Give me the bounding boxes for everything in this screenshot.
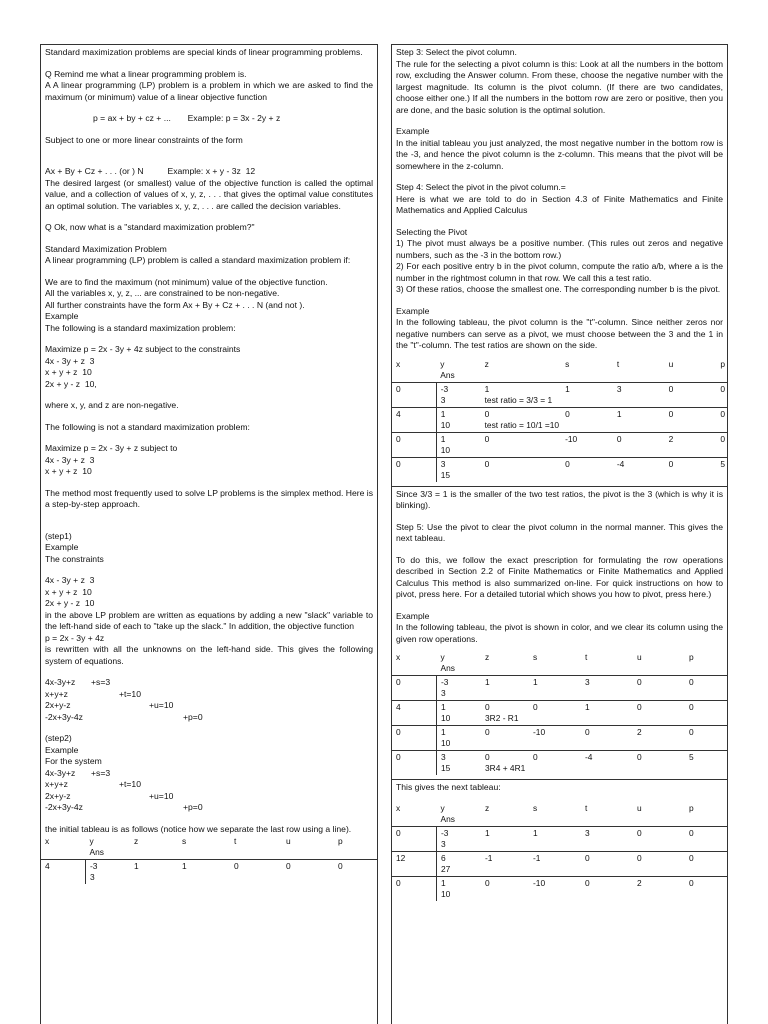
header-sub-label: Ans [440,813,455,824]
table-cell: 3 [613,382,665,407]
header-label: y [89,836,94,846]
eq-term [91,712,119,724]
table-cell: 2 [633,876,685,901]
header-cell: x [396,358,401,369]
equation-row [45,791,373,803]
step5-example-label: Example [396,610,430,621]
header-cell: p [338,836,343,846]
step1-label: (step1) [45,530,72,541]
header-cell: x [396,802,401,813]
table-cell: 0 [685,826,727,851]
table-cell: 4 [392,407,436,432]
table-cell [86,860,131,885]
table-cell: 0 [392,676,437,701]
table-cell: 2 [633,726,685,751]
table-cell: 1 [130,860,178,885]
table-cell: 1 [481,676,529,701]
table-cell: 0 [282,860,334,885]
document-page [40,44,728,1024]
example-label: Example [45,311,79,321]
header-cell: s [533,802,538,813]
table-cell [481,751,529,776]
selecting-pivot-block [396,227,723,296]
cell-answer: 3 [440,394,446,405]
eq-term [91,779,119,791]
eq-term: +p=0 [183,711,203,722]
optimal-text: The desired largest (or smallest) value of the objective function is called the optimal value, and a collection of values of x, y, z, . . . that gives the optimal value constitutes an optimal solution. The variables x, y, z, . . . are called the decision variables. [45,177,373,211]
table-cell: 0 [481,876,529,901]
eq-term: +u=10 [149,790,174,801]
condition-2: All the variables x, y, z, ... are constrained to be non-negative. [45,288,280,298]
equation-row [45,802,373,814]
row-operation-note: 3R2 - R1 [485,713,519,723]
table-cell: 1 [529,676,581,701]
pivot-rule-2: 2) For each positive entry b in the pivot column, compute the ratio a/b, where a is the number in the rightmost column in that row. We call this a test ratio. [396,261,723,283]
header-cell: u [637,652,642,662]
table-cell: 0 [685,726,727,751]
header-cell: s [565,358,570,369]
cell-answer: 10 [441,738,451,748]
step2-block [45,733,373,768]
table-cell: -4 [613,457,665,482]
table-cell: 0 [481,457,562,482]
table-cell: 0 [685,676,727,701]
table-row [392,382,727,407]
cell-answer: 3 [90,872,95,882]
eq-term [183,689,223,701]
test-ratio-note: test ratio = 3/3 = 1 [484,394,553,405]
table-cell: 1 [481,826,529,851]
step4-text: Here is what we are told to do in Section 4.3 of Finite Mathematics and Finite Mathematics and Applied Calculus [396,193,723,215]
header-cell: p [689,802,694,813]
table-cell [436,382,480,407]
table-cell: -1 [481,851,529,876]
example2-line-1: Maximize p = 2x - 3y + z subject to [45,443,178,453]
table-cell: 1 [561,382,613,407]
step5-example-block [396,611,723,646]
table-cell: -10 [529,726,581,751]
eq-term [119,677,149,689]
header-cell: t [585,802,588,813]
constraint-formula-text: Ax + By + Cz + . . . (or ) N Example: x + y - 3z 12 [45,166,256,176]
table-row [41,860,377,885]
cell-value: 0 [485,752,490,762]
cell-value: 1 [441,877,446,888]
test-ratio-note: test ratio = 10/1 =10 [484,419,560,430]
table-cell [437,726,482,751]
next-tableau-text: This gives the next tableau: [396,782,501,792]
eq-term [119,802,149,814]
eq-term: -2x+3y-4z [45,711,83,722]
cell-answer: 3 [441,838,446,849]
table-cell [437,851,482,876]
header-cell: s [182,836,187,846]
eq-term [91,791,119,803]
eq-term [119,700,149,712]
table-cell: -10 [561,432,613,457]
table-cell: 0 [392,876,437,901]
simplex-text: The method most frequently used to solve LP problems is the simplex method. Here is a step-by-step approach. [45,487,373,509]
table-cell [437,876,482,901]
eq-term: +s=3 [91,677,111,687]
cell-value: 1 [441,702,446,712]
eq-term [149,779,183,791]
smp-title: Standard Maximization Problem [45,243,167,254]
eq-term [149,802,183,814]
eq-term: +s=3 [91,767,111,778]
cell-answer: 10 [441,713,451,723]
smp-definition: A linear programming (LP) problem is called a standard maximization problem if: [45,255,351,265]
eq-term: +p=0 [183,802,203,812]
step5-example-text: In the following tableau, the pivot is shown in color, and we clear its column using the given row operations. [396,622,723,644]
pivot-rule-3: 3) Of these ratios, choose the smallest one. The corresponding number b is the pivot. [396,284,721,294]
table-cell: 0 [633,676,685,701]
eq-term: +t=10 [119,688,141,699]
step3-example-label: Example [396,126,430,136]
eq-term: x+y+z [45,688,68,699]
eq-term [183,791,223,803]
table-row [392,407,727,432]
step1-text: in the above LP problem are written as equations by adding a new "slack" variable to the left-hand side of each to "take up the slack." In addition, the objective function [45,609,373,631]
cell-value: 1 [484,383,490,394]
objective-formula-text: p = ax + by + cz + ... Example: p = 3x - 2y + z [93,113,281,123]
eq-term [183,677,223,689]
eq-term [183,768,223,780]
eq-term: +u=10 [149,700,174,710]
eq-term [119,712,149,724]
table-cell: -4 [581,751,633,776]
cell-value: -3 [440,383,449,394]
tableau-header-row [41,835,377,860]
eq-term: 2x+y-z [45,700,71,710]
header-cell [86,835,131,860]
step1-block [45,531,373,566]
eq-term [91,700,119,712]
example2-line-2: 4x - 3y + z 3 [45,454,95,465]
step1-constraint-1: 4x - 3y + z 3 [45,575,95,585]
table-cell: 2 [665,432,717,457]
table-row [392,826,727,851]
row-operations-tableau [392,651,727,775]
step4-title: Step 4: Select the pivot in the pivot column.= [396,182,566,192]
table-cell: 0 [613,432,665,457]
table-cell [437,701,482,726]
example2-line-3: x + y + z 10 [45,466,92,476]
equation-row [45,779,373,791]
table-cell: 0 [633,851,685,876]
selecting-pivot-title: Selecting the Pivot [396,226,468,237]
step3-example-block [396,126,723,172]
cell-value: 0 [484,408,490,419]
step2-label: (step2) [45,733,72,743]
table-cell: 0 [481,726,529,751]
equation-row [45,677,373,689]
header-cell: u [286,836,291,846]
equation-row [45,768,373,780]
eq-term [91,689,119,701]
header-cell: u [637,802,642,813]
step4-example-text: In the following tableau, the pivot column is the "t"-column. Since neither zeros nor negative numbers can serve as a pivot, we must choose between the 3 and the 1 in the "t"-column. The test ratios are shown on the side. [396,317,723,350]
eq-term: 2x+y-z [45,790,71,801]
table-cell: 0 [392,432,436,457]
step4-block [396,182,723,217]
condition-1: We are to find the maximum (not minimum) value of the objective function. [45,276,328,287]
step1-constraint-2: x + y + z 10 [45,586,92,597]
table-cell: 12 [392,851,437,876]
eq-term: -2x+3y-4z [45,802,83,812]
table-cell: 0 [685,701,727,726]
answer-text: A A linear programming (LP) problem is a problem in which we are asked to find the maximum (or minimum) value of a linear objective function [45,80,373,102]
table-row [392,851,727,876]
initial-tableau [41,835,377,884]
cell-answer: 10 [440,419,451,430]
question-text: Q Remind me what a linear programming problem is. [45,68,247,79]
table-cell: 5 [716,457,727,482]
table-row [392,701,727,726]
table-cell: 0 [392,826,437,851]
table-cell [481,701,529,726]
header-cell: u [668,358,674,369]
eq-term: 4x-3y+z [45,767,76,778]
cell-answer: 10 [441,888,451,899]
step4-example-block [396,306,723,352]
objective-formula [45,113,373,125]
step5-text: To do this, we follow the exact prescription for formulating the row operations described in Section 2.2 of Finite Mathematics or Finite Mathematics and Applied Calculus This method is also summarized on-line. For quick instructions on how to pivot, press here. For a detailed tutorial which shows you how to pivot, press here.) [396,554,723,599]
cell-value: -3 [441,827,449,838]
table-cell: 0 [665,457,717,482]
table-cell: 0 [392,751,437,776]
table-row [392,876,727,901]
example2-block [45,443,373,478]
tableau-header-row [392,802,727,827]
table-cell: 0 [633,751,685,776]
cell-value: 1 [440,433,446,444]
pivot-rule-1: 1) The pivot must always be a positive number. (This rules out zeros and negative numbers, such as the -3 in the bottom row.) [396,238,723,260]
step3-text: The rule for the selecting a pivot column is this: Look at all the numbers in the bottom row, excluding the Answer column. From these, choose the negative number with the largest magnitude. Its column is the pivot column. (If there are two candidates, choose either one.) If all the numbers in the bottom row are zero or positive, then you are done, and the basic solution is the optimal solution. [396,58,723,115]
header-cell: p [720,358,725,369]
right-column [391,44,728,1024]
table-cell [437,676,482,701]
table-cell: 0 [633,826,685,851]
table-cell: 0 [633,701,685,726]
table-row [392,457,727,482]
table-row [392,726,727,751]
step1-example-label: Example [45,542,79,552]
intro-text: Standard maximization problems are special kinds of linear programming problems. [45,47,363,57]
header-cell: z [485,652,490,662]
header-cell: z [134,836,139,846]
table-cell: 0 [716,432,727,457]
equation-system-2 [45,768,373,814]
eq-term [91,802,119,814]
header-cell: z [485,802,490,813]
tableau-header-row [392,651,727,676]
table-cell [436,407,480,432]
table-cell [436,457,480,482]
step3-title: Step 3: Select the pivot column. [396,47,517,57]
example1-block [45,344,373,390]
equation-row [45,689,373,701]
header-cell [437,651,482,676]
step2-for-system: For the system [45,756,102,766]
eq-term [149,677,183,689]
header-cell [437,802,482,827]
cell-value: 0 [485,702,490,712]
header-cell [436,358,480,383]
example1-line-2: 4x - 3y + z 3 [45,355,95,366]
condition-3: All further constraints have the form Ax + By + Cz + . . . N (and not ). [45,299,305,310]
table-cell: 4 [392,701,437,726]
cell-value: 6 [441,852,446,863]
table-cell: 5 [685,751,727,776]
cell-answer: 15 [440,469,451,480]
cell-answer: 10 [440,444,451,455]
table-cell: 1 [581,701,633,726]
table-cell [436,432,480,457]
header-label: y [440,802,445,813]
subject-line: Subject to one or more linear constraints of the form [45,134,243,145]
step1-rewrite: is rewritten with all the unknowns on the left-hand side. This gives the following system of equations. [45,644,373,666]
table-cell: 0 [685,851,727,876]
eq-term [183,700,223,712]
divider [392,486,727,487]
smp-block [45,244,373,267]
question-lp [45,69,373,104]
left-column [40,44,378,1024]
table-cell: 0 [230,860,282,885]
header-cell: s [533,652,538,662]
table-cell: 0 [716,382,727,407]
header-label: y [440,652,445,662]
equation-row [45,700,373,712]
table-cell [481,407,562,432]
table-cell: 0 [665,407,717,432]
step1-constraints-label: The constraints [45,553,104,564]
tableau-header-row [392,358,727,383]
table-cell: 0 [561,407,613,432]
constraint-formula [45,166,373,178]
cell-answer: 27 [441,863,451,874]
cell-value: 1 [441,727,446,737]
eq-term: 4x-3y+z [45,677,76,687]
conditions-block [45,277,373,335]
table-cell [437,751,482,776]
table-cell: 0 [581,876,633,901]
table-cell: 0 [581,726,633,751]
table-cell: 0 [685,876,727,901]
eq-term [183,779,223,791]
test-ratio-tableau [392,358,727,482]
header-cell: t [234,836,237,846]
table-cell: 0 [529,751,581,776]
table-cell: 0 [481,432,562,457]
example1-line-3: x + y + z 10 [45,367,92,377]
header-cell: z [484,358,489,369]
eq-term: x+y+z [45,779,68,789]
cell-value: -3 [441,677,449,687]
table-cell: 1 [178,860,230,885]
eq-term [119,768,149,780]
table-cell: 0 [392,457,436,482]
next-tableau [392,802,727,901]
divider [392,779,727,780]
row-operation-note: 3R4 + 4R1 [485,763,526,773]
step3-block [396,47,723,116]
equation-row [45,712,373,724]
table-row [392,751,727,776]
table-cell: 1 [529,826,581,851]
cell-value: -3 [90,861,98,871]
header-sub-label: Ans [89,847,104,857]
table-cell: 0 [392,726,437,751]
header-cell: x [45,836,50,846]
header-cell: p [689,652,694,662]
header-sub-label: Ans [440,369,455,380]
step5-title: Step 5: Use the pivot to clear the pivot column in the normal manner. This gives the next tableau. [396,521,723,543]
header-cell: t [585,652,588,662]
step2-example-label: Example [45,744,79,755]
step1-constraint-3: 2x + y - z 10 [45,598,95,608]
nonneg-text: where x, y, and z are non-negative. [45,400,179,410]
step1-body [45,575,373,667]
table-row [392,432,727,457]
table-cell: 0 [529,701,581,726]
table-cell: 0 [665,382,717,407]
table-cell: 0 [392,382,436,407]
table-cell: -10 [529,876,581,901]
table-cell: -1 [529,851,581,876]
equation-system [45,677,373,723]
is-standard-text: The following is a standard maximization problem: [45,322,236,333]
step4-example-label: Example [396,305,430,316]
table-cell: 3 [581,676,633,701]
example1-line-4: 2x + y - z 10, [45,378,97,389]
eq-term [149,768,183,780]
eq-term: +t=10 [119,779,141,789]
header-cell: t [616,358,620,369]
not-standard-text: The following is not a standard maximization problem: [45,421,250,432]
table-cell: 1 [613,407,665,432]
table-cell: 0 [581,851,633,876]
table-cell: 0 [334,860,377,885]
question-smp: Q Ok, now what is a "standard maximization problem?" [45,222,255,232]
step2-text: the initial tableau is as follows (notice how we separate the last row using a line). [45,823,352,834]
table-cell: 4 [41,860,86,885]
table-row [392,676,727,701]
table-cell [437,826,482,851]
table-cell: 0 [561,457,613,482]
eq-term [149,712,183,724]
cell-value: 3 [440,458,446,469]
cell-value: 3 [441,752,446,762]
cell-value: 1 [440,408,446,419]
header-cell: x [396,652,401,662]
header-label: y [440,358,445,369]
cell-answer: 15 [441,763,451,773]
table-cell [481,382,562,407]
header-sub-label: Ans [440,663,455,673]
pivot-note: Since 3/3 = 1 is the smaller of the two test ratios, the pivot is the 3 (which is why it is blinking). [396,488,723,510]
table-cell: 3 [581,826,633,851]
example1-line-1: Maximize p = 2x - 3y + 4z subject to the constraints [45,344,241,354]
eq-term [119,791,149,803]
step3-example-text: In the initial tableau you just analyzed, the most negative number in the bottom row is the -3, and hence the pivot column is the z-column. This means that the pivot will be somewhere in the z-column. [396,137,723,171]
table-cell: 0 [716,407,727,432]
step1-objective: p = 2x - 3y + 4z [45,632,105,643]
eq-term [149,689,183,701]
cell-answer: 3 [441,688,446,698]
